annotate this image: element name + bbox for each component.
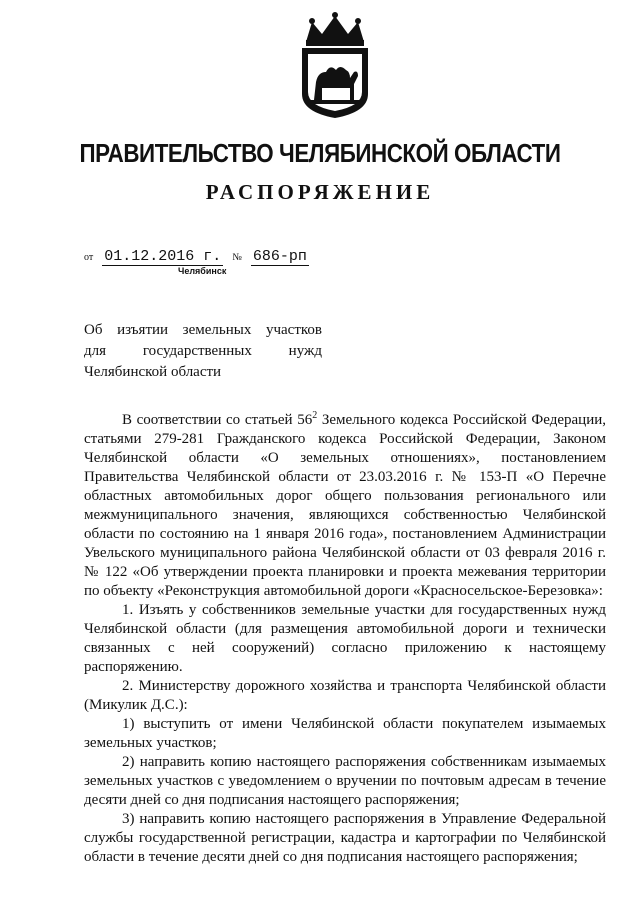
city-label: Челябинск [178, 266, 227, 276]
subject-line: Об изъятии земельных участков [84, 322, 322, 338]
paragraph-2-1: 1) выступить от имени Челябинской области покупателем изымаемых земельных участков; [84, 716, 606, 751]
document-date: 01.12.2016 г. [104, 248, 222, 265]
document-type: РАСПОРЯЖЕНИЕ [205, 180, 435, 204]
superscript: 2 [312, 410, 318, 421]
subject-line: для государственных нужд [84, 343, 322, 359]
paragraph-2-3: 3) направить копию настоящего распоряжения в Управление Федеральной службы государственной регистрации, кадастра и картографии по Челябинской области в течение десяти дней со дня подписания настоящего распоряжения; [84, 811, 606, 865]
subject-line: Челябинской области [84, 364, 222, 380]
from-label: от [84, 252, 94, 263]
government-title: ПРАВИТЕЛЬСТВО ЧЕЛЯБИНСКОЙ ОБЛАСТИ [79, 138, 561, 168]
coat-of-arms-icon [292, 12, 378, 120]
document-subject [84, 320, 322, 383]
date-number-line [84, 248, 309, 265]
paragraph-1: 1. Изъять у собственников земельные участки для государственных нужд Челябинской области (для размещения автомобильной дороги и технически связанных с ней сооружений) согласно приложению к настоящему распоряжению. [84, 602, 606, 675]
number-label: № [232, 252, 242, 263]
document-number: 686-рп [252, 248, 307, 265]
paragraph-2: 2. Министерству дорожного хозяйства и транспорта Челябинской области (Микулик Д.С.): [84, 678, 606, 713]
document-body [84, 406, 606, 867]
intro-paragraph: В соответствии со статьей $56^2$ Земельного кодекса Российской Федерации, статьями 279-281 Гражданского кодекса Российской Федерации, Законом Челябинской области «О земельных отношениях», постановлением Правительства Челябинской области от 23.03.2016 г. № 153-П «О Перечне областных автомобильных дорог общего пользования регионального или межмуниципального значения, являющихся собственностью Челябинской области по состоянию на 1 января 2016 года», постановлением Администрации Увельского муниципального района Челябинской области от 03 февраля 2016 г. № 122 «Об утверждении проекта планировки и проекта межевания территории по объекту «Реконструкция автомобильной дороги «Красносельское-Березовка»: [84, 410, 606, 599]
paragraph-2-2: 2) направить копию настоящего распоряжения собственникам изымаемых земельных участков с уведомлением о вручении по почтовым адресам в течение десяти дней со дня подписания настоящего распоряжения; [84, 754, 606, 808]
